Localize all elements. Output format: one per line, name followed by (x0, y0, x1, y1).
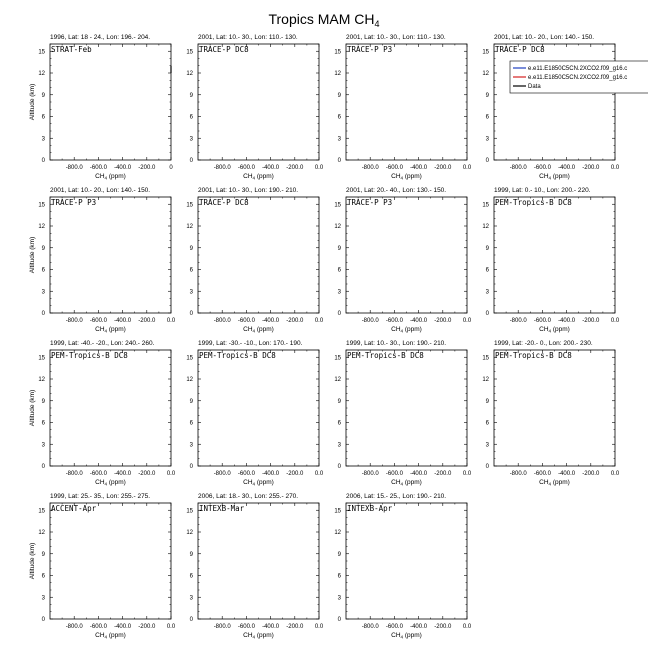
x-axis-label: $CH_4$ (ppm) (243, 632, 274, 640)
x-tick-label: -600.0 (385, 318, 403, 324)
y-tick-label: 12 (482, 377, 489, 383)
x-tick-label: -600.0 (385, 624, 403, 630)
y-tick-label: 15 (334, 202, 341, 209)
legend-label: Data (528, 84, 541, 91)
x-tick-label: 0.0 (314, 318, 324, 324)
x-tick-label: -200.0 (434, 318, 452, 324)
x-tick-label: 0.0 (462, 471, 472, 477)
campaign-label: INTEXB-Apr (347, 504, 393, 513)
campaign-label: INTEXB-Mar (199, 504, 245, 513)
campaign-label: STRAT-Feb (51, 45, 92, 54)
x-tick-label: -400.0 (262, 471, 280, 477)
x-tick-label: -800.0 (65, 165, 83, 171)
chart-panel-12 (482, 340, 620, 487)
x-axis-label: $CH_4$ (ppm) (95, 479, 126, 487)
campaign-label: TRACE-P DC8 (199, 45, 249, 54)
x-tick-label: 0.0 (166, 318, 176, 324)
x-tick-label: -600.0 (237, 318, 255, 324)
x-tick-label: 0.0 (166, 624, 176, 630)
chart-panel-4 (482, 34, 648, 181)
plot-frame (346, 44, 467, 160)
y-tick-label: 3 (41, 442, 45, 449)
y-tick-label: 0 (337, 311, 341, 317)
y-tick-label: 6 (189, 114, 193, 121)
x-tick-label: -800.0 (65, 471, 83, 477)
y-tick-label: 0 (189, 158, 193, 164)
y-tick-label: 3 (41, 595, 45, 602)
x-axis-label: $CH_4$ (ppm) (95, 632, 126, 640)
x-tick-label: -800.0 (65, 318, 83, 324)
x-tick-label: 0.0 (314, 624, 324, 630)
x-tick-label: -600.0 (533, 318, 551, 324)
x-tick-label: -800.0 (213, 471, 231, 477)
panel-title: 2001, Lat: 10.- 20., Lon: 140.- 150. (50, 187, 151, 194)
plot-frame (494, 197, 615, 313)
x-axis-label: $CH_4$ (ppm) (243, 326, 274, 334)
legend (510, 61, 648, 93)
x-tick-label: -400.0 (558, 471, 576, 477)
y-tick-label: 0 (337, 617, 341, 623)
y-tick-label: 15 (186, 508, 193, 515)
y-tick-label: 15 (38, 355, 45, 362)
y-axis-label: Altitude (km) (29, 236, 36, 274)
x-axis-label: $CH_4$ (ppm) (539, 479, 570, 487)
y-tick-label: 9 (337, 551, 341, 558)
panels-grid (29, 34, 648, 640)
y-tick-label: 9 (41, 92, 45, 99)
y-tick-label: 9 (485, 92, 489, 99)
y-axis-label: Altitude (km) (29, 83, 36, 121)
plot-frame (346, 503, 467, 619)
plot-frame (198, 197, 319, 313)
y-tick-label: 0 (337, 464, 341, 470)
y-tick-label: 3 (189, 136, 193, 143)
y-tick-label: 6 (41, 267, 45, 274)
x-tick-label: 0.0 (610, 165, 620, 171)
chart-panel-9 (29, 340, 176, 487)
y-tick-label: 3 (41, 136, 45, 143)
y-tick-label: 12 (334, 71, 341, 77)
legend-label: e.e11.E1850C5CN.2XCO2.f09_g16.c (528, 66, 628, 73)
x-axis-label: $CH_4$ (ppm) (243, 173, 274, 181)
x-tick-label: -600.0 (533, 165, 551, 171)
x-tick-label: -800.0 (213, 165, 231, 171)
x-tick-label: -200.0 (138, 471, 156, 477)
y-tick-label: 12 (186, 71, 193, 77)
plot-frame (50, 197, 171, 313)
x-tick-label: 0.0 (462, 624, 472, 630)
y-tick-label: 15 (186, 202, 193, 209)
panel-title: 1996, Lat: 18 - 24., Lon: 196.- 204. (50, 34, 151, 41)
x-axis-label: $CH_4$ (ppm) (391, 632, 422, 640)
x-tick-label: -800.0 (213, 318, 231, 324)
chart-panel-7 (334, 187, 472, 334)
y-tick-label: 3 (189, 289, 193, 296)
x-axis-label: $CH_4$ (ppm) (539, 326, 570, 334)
x-tick-label: -400.0 (558, 318, 576, 324)
x-tick-label: -600.0 (237, 624, 255, 630)
plot-frame (198, 44, 319, 160)
campaign-label: TRACE-P P3 (51, 198, 97, 207)
y-tick-label: 3 (337, 289, 341, 296)
chart-panel-1 (29, 34, 173, 181)
x-tick-label: -200.0 (582, 318, 600, 324)
x-tick-label: -800.0 (361, 318, 379, 324)
y-tick-label: 12 (334, 377, 341, 383)
legend-label: e.e11.E1850C5CN.2XCO2.f09_g16.c (528, 75, 628, 82)
panel-title: 1999, Lat: 10.- 30., Lon: 190.- 210. (346, 340, 447, 347)
y-tick-label: 0 (41, 464, 45, 470)
x-tick-label: -800.0 (213, 624, 231, 630)
chart-panel-8 (482, 187, 620, 334)
x-tick-label: -400.0 (262, 165, 280, 171)
x-tick-label: 0.0 (314, 471, 324, 477)
y-tick-label: 12 (334, 530, 341, 536)
x-tick-label: -600.0 (89, 471, 107, 477)
x-tick-label: -600.0 (385, 471, 403, 477)
x-tick-label: -200.0 (286, 471, 304, 477)
y-tick-label: 9 (189, 92, 193, 99)
y-tick-label: 0 (41, 617, 45, 623)
y-tick-label: 12 (38, 377, 45, 383)
y-tick-label: 9 (337, 92, 341, 99)
y-tick-label: 6 (337, 573, 341, 580)
panel-title: 2001, Lat: 10.- 30., Lon: 190.- 210. (198, 187, 299, 194)
panel-title: 2001, Lat: 10.- 20., Lon: 140.- 150. (494, 34, 595, 41)
panel-title: 2001, Lat: 10.- 30., Lon: 110.- 130. (198, 34, 298, 41)
y-tick-label: 3 (337, 595, 341, 602)
chart-panel-5 (29, 187, 176, 334)
campaign-label: ACCENT-Apr (51, 504, 97, 513)
y-tick-label: 0 (189, 617, 193, 623)
chart-panel-13 (29, 493, 176, 640)
x-tick-label: -800.0 (65, 624, 83, 630)
y-tick-label: 12 (186, 224, 193, 230)
x-tick-label: -600.0 (237, 165, 255, 171)
panel-title: 1999, Lat: -20.- 0., Lon: 200.- 230. (494, 340, 593, 347)
x-tick-label: -800.0 (361, 471, 379, 477)
x-tick-label: -600.0 (89, 624, 107, 630)
x-axis-label: $CH_4$ (ppm) (539, 173, 570, 181)
plot-frame (346, 197, 467, 313)
figure-title-subscript: 4 (374, 19, 380, 29)
y-tick-label: 6 (189, 573, 193, 580)
x-axis-label: $CH_4$ (ppm) (95, 173, 126, 181)
y-tick-label: 0 (485, 158, 489, 164)
plot-frame (494, 350, 615, 466)
x-tick-label: -400.0 (114, 165, 132, 171)
y-tick-label: 6 (41, 573, 45, 580)
campaign-label: PEM-Tropics-B DC8 (495, 351, 572, 360)
figure-title: Tropics MAM $CH_4$ (268, 11, 380, 29)
y-tick-label: 3 (485, 289, 489, 296)
campaign-label: TRACE-P DC8 (495, 45, 545, 54)
y-tick-label: 9 (41, 245, 45, 252)
panel-title: 1999, Lat: -40.- -20., Lon: 240.- 260. (50, 340, 155, 347)
y-tick-label: 12 (186, 377, 193, 383)
x-tick-label: -400.0 (410, 318, 428, 324)
y-tick-label: 6 (337, 114, 341, 121)
y-tick-label: 6 (189, 420, 193, 427)
panel-title: 2006, Lat: 15.- 25., Lon: 190.- 210. (346, 493, 447, 500)
x-axis-label: $CH_4$ (ppm) (391, 326, 422, 334)
y-tick-label: 6 (485, 114, 489, 121)
y-tick-label: 12 (482, 71, 489, 77)
campaign-label: TRACE-P P3 (347, 45, 393, 54)
chart-panel-10 (186, 340, 324, 487)
y-tick-label: 0 (189, 311, 193, 317)
plot-frame (50, 350, 171, 466)
x-tick-label: -400.0 (262, 624, 280, 630)
x-tick-label: -200.0 (434, 624, 452, 630)
x-tick-label: -600.0 (385, 165, 403, 171)
x-tick-label: -600.0 (89, 318, 107, 324)
plot-frame (50, 503, 171, 619)
panel-title: 1999, Lat: 0.- 10., Lon: 200.- 220. (494, 187, 591, 194)
x-tick-label: -200.0 (138, 624, 156, 630)
panel-title: 1999, Lat: 25.- 35., Lon: 255.- 275. (50, 493, 151, 500)
y-tick-label: 15 (334, 355, 341, 362)
y-tick-label: 15 (334, 508, 341, 515)
y-tick-label: 15 (482, 202, 489, 209)
y-tick-label: 15 (482, 49, 489, 56)
y-tick-label: 3 (485, 136, 489, 143)
y-tick-label: 0 (485, 311, 489, 317)
y-axis-label: Altitude (km) (29, 389, 36, 427)
y-tick-label: 6 (485, 267, 489, 274)
y-tick-label: 15 (334, 49, 341, 56)
x-tick-label: -400.0 (410, 471, 428, 477)
x-tick-label: 0.0 (166, 471, 176, 477)
x-tick-label: -200.0 (286, 624, 304, 630)
y-tick-label: 9 (189, 398, 193, 405)
panel-title: 2001, Lat: 10.- 30., Lon: 110.- 130. (346, 34, 446, 41)
x-tick-label: -200.0 (138, 165, 156, 171)
y-tick-label: 0 (41, 158, 45, 164)
x-tick-label: 0 (169, 165, 173, 171)
y-tick-label: 6 (485, 420, 489, 427)
plot-frame (198, 503, 319, 619)
plot-frame (346, 350, 467, 466)
x-tick-label: -600.0 (237, 471, 255, 477)
x-tick-label: 0.0 (462, 318, 472, 324)
y-tick-label: 6 (189, 267, 193, 274)
y-axis-label: Altitude (km) (29, 542, 36, 580)
y-tick-label: 12 (38, 224, 45, 230)
chart-panel-14 (186, 493, 324, 640)
y-tick-label: 6 (337, 267, 341, 274)
y-tick-label: 3 (337, 442, 341, 449)
y-tick-label: 3 (189, 442, 193, 449)
panel-title: 1999, Lat: -30.- -10., Lon: 170.- 190. (198, 340, 303, 347)
y-tick-label: 0 (337, 158, 341, 164)
x-tick-label: -800.0 (361, 165, 379, 171)
y-tick-label: 3 (337, 136, 341, 143)
y-tick-label: 15 (38, 49, 45, 56)
campaign-label: PEM-Tropics-B DC8 (347, 351, 424, 360)
y-tick-label: 12 (38, 530, 45, 536)
y-tick-label: 15 (38, 202, 45, 209)
y-tick-label: 15 (186, 49, 193, 56)
x-tick-label: -600.0 (89, 165, 107, 171)
x-tick-label: -200.0 (582, 165, 600, 171)
campaign-label: PEM-Tropics-B DC8 (51, 351, 128, 360)
x-tick-label: 0.0 (610, 318, 620, 324)
chart-panel-3 (334, 34, 472, 181)
y-tick-label: 6 (41, 420, 45, 427)
y-tick-label: 12 (334, 224, 341, 230)
x-tick-label: -400.0 (558, 165, 576, 171)
x-tick-label: -600.0 (533, 471, 551, 477)
y-tick-label: 12 (482, 224, 489, 230)
y-tick-label: 15 (482, 355, 489, 362)
x-tick-label: -800.0 (509, 471, 527, 477)
chart-panel-6 (186, 187, 324, 334)
x-tick-label: -400.0 (410, 165, 428, 171)
x-axis-label: $CH_4$ (ppm) (391, 479, 422, 487)
x-tick-label: -800.0 (509, 318, 527, 324)
x-tick-label: 0.0 (462, 165, 472, 171)
chart-panel-2 (186, 34, 324, 181)
y-tick-label: 3 (485, 442, 489, 449)
plot-frame (50, 44, 171, 160)
y-tick-label: 3 (189, 595, 193, 602)
plot-frame (198, 350, 319, 466)
x-tick-label: -400.0 (114, 471, 132, 477)
x-tick-label: -800.0 (361, 624, 379, 630)
y-tick-label: 9 (337, 245, 341, 252)
y-tick-label: 9 (485, 398, 489, 405)
x-axis-label: $CH_4$ (ppm) (243, 479, 274, 487)
panel-title: 2006, Lat: 18.- 30., Lon: 255.- 270. (198, 493, 299, 500)
x-tick-label: -200.0 (434, 471, 452, 477)
y-tick-label: 9 (189, 245, 193, 252)
y-tick-label: 6 (337, 420, 341, 427)
x-tick-label: 0.0 (610, 471, 620, 477)
x-tick-label: -400.0 (262, 318, 280, 324)
x-tick-label: -400.0 (410, 624, 428, 630)
y-tick-label: 0 (41, 311, 45, 317)
x-tick-label: -200.0 (582, 471, 600, 477)
y-tick-label: 9 (189, 551, 193, 558)
x-tick-label: -200.0 (434, 165, 452, 171)
x-tick-label: -800.0 (509, 165, 527, 171)
y-tick-label: 0 (485, 464, 489, 470)
x-axis-label: $CH_4$ (ppm) (391, 173, 422, 181)
y-tick-label: 15 (38, 508, 45, 515)
chart-panel-15 (334, 493, 472, 640)
y-tick-label: 6 (41, 114, 45, 121)
chart-panel-11 (334, 340, 472, 487)
y-tick-label: 9 (41, 551, 45, 558)
x-tick-label: 0.0 (314, 165, 324, 171)
campaign-label: TRACE-P DC8 (199, 198, 249, 207)
y-tick-label: 9 (485, 245, 489, 252)
y-tick-label: 9 (41, 398, 45, 405)
x-tick-label: -200.0 (138, 318, 156, 324)
x-tick-label: -400.0 (114, 624, 132, 630)
y-tick-label: 9 (337, 398, 341, 405)
campaign-label: PEM-Tropics-B DC8 (199, 351, 276, 360)
x-axis-label: $CH_4$ (ppm) (95, 326, 126, 334)
y-tick-label: 12 (38, 71, 45, 77)
campaign-label: PEM-Tropics-B DC8 (495, 198, 572, 207)
x-tick-label: -400.0 (114, 318, 132, 324)
x-tick-label: -200.0 (286, 165, 304, 171)
y-tick-label: 3 (41, 289, 45, 296)
campaign-label: TRACE-P P3 (347, 198, 393, 207)
y-tick-label: 0 (189, 464, 193, 470)
y-tick-label: 15 (186, 355, 193, 362)
panel-title: 2001, Lat: 20.- 40., Lon: 130.- 150. (346, 187, 447, 194)
y-tick-label: 12 (186, 530, 193, 536)
x-tick-label: -200.0 (286, 318, 304, 324)
